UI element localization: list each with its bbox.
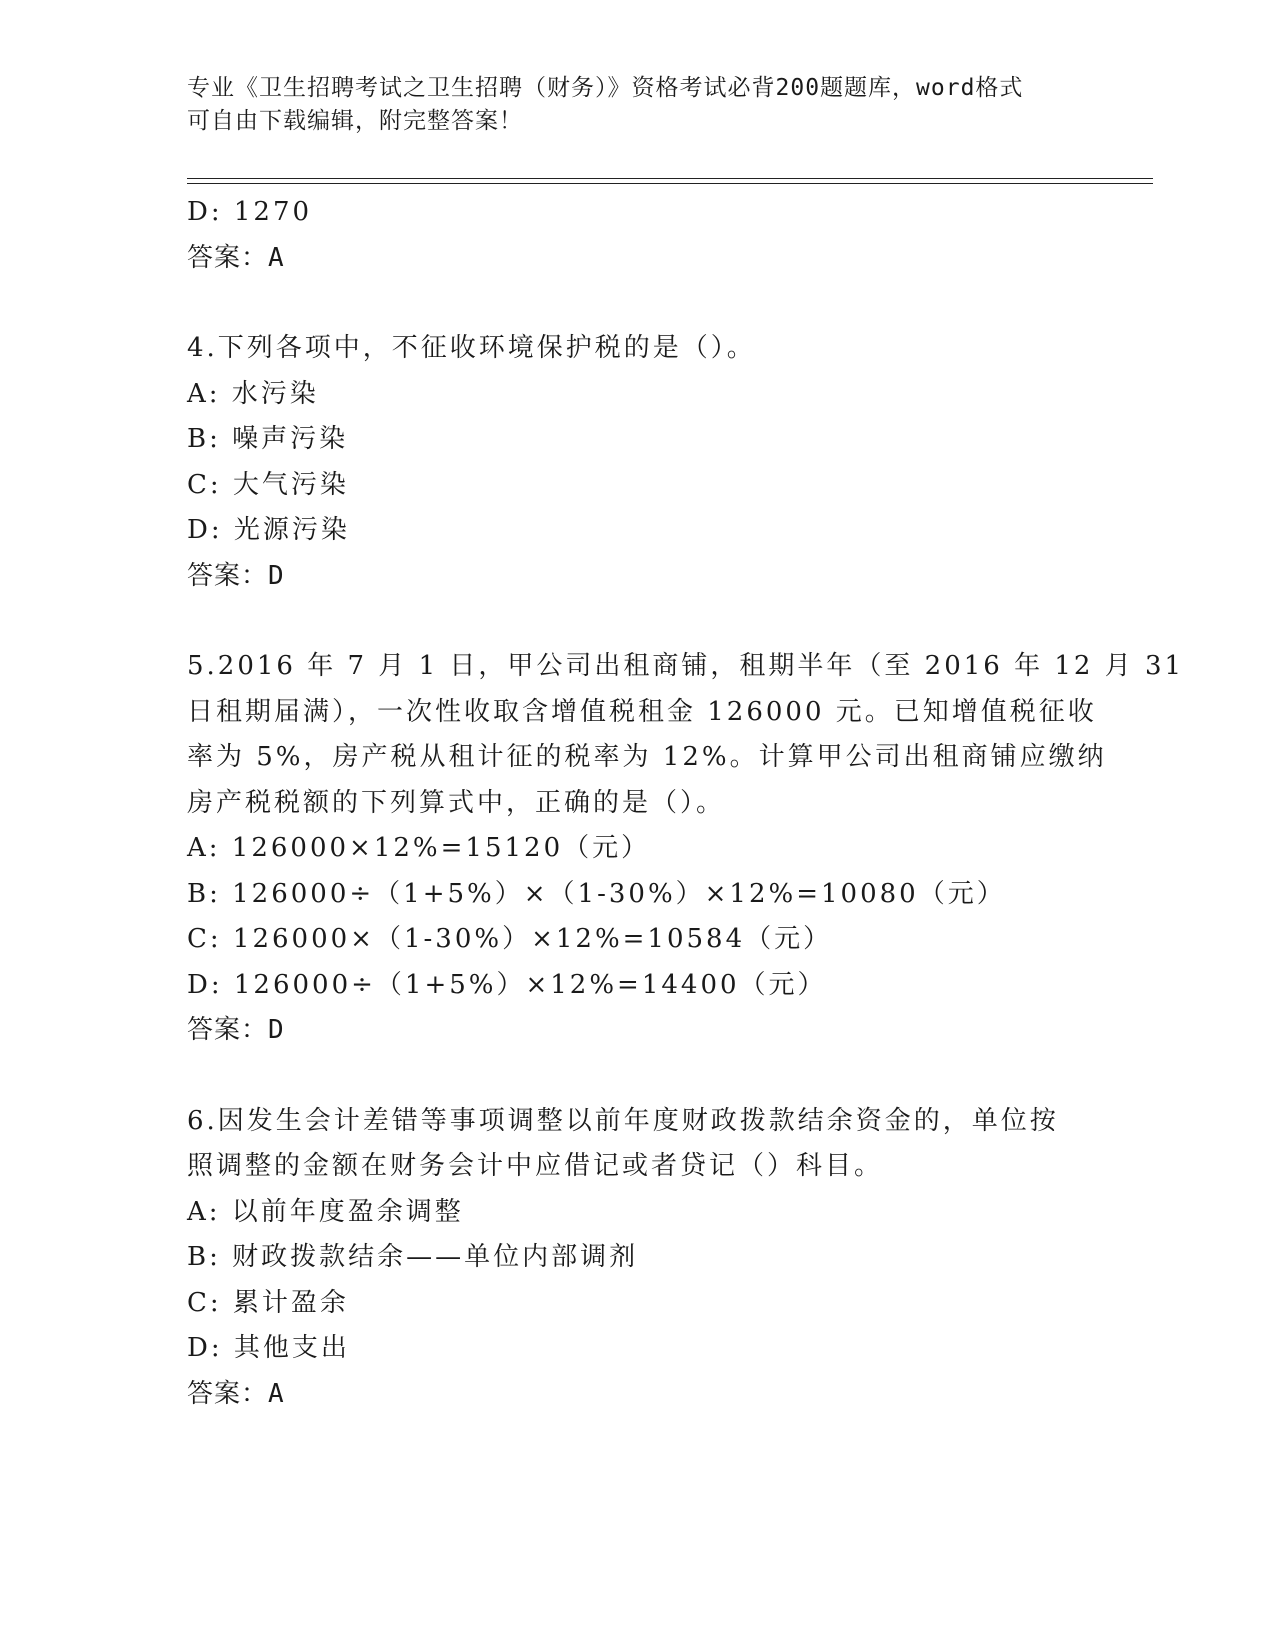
header-line-1: 专业《卫生招聘考试之卫生招聘（财务）》资格考试必背200题题库，word格式 <box>187 75 1024 101</box>
question-stem-line-4: 房产税税额的下列算式中，正确的是（）。 <box>187 787 726 818</box>
previous-question-tail <box>187 190 1067 281</box>
option-d: D: 光源污染 <box>187 515 350 545</box>
question-gap <box>187 1054 1067 1099</box>
header-divider-top <box>187 178 1153 179</box>
option-c: C: 累计盈余 <box>187 1287 349 1318</box>
question-stem-line-1: 6.因发生会计差错等事项调整以前年度财政拨款结余资金的，单位按 <box>187 1105 1059 1136</box>
answer-line: 答案：D <box>187 1015 285 1045</box>
answer-line: 答案：A <box>187 1378 285 1409</box>
option-a: A: 水污染 <box>187 378 319 409</box>
question-gap <box>187 599 1067 644</box>
question-stem: 4.下列各项中，不征收环境保护税的是（）。 <box>187 333 756 363</box>
question-6 <box>187 1099 1067 1418</box>
header-line-2: 可自由下载编辑，附完整答案！ <box>187 108 523 134</box>
answer-line: 答案：A <box>187 242 285 273</box>
option-d: D: 1270 <box>187 197 313 227</box>
option-a: A: 126000×12%=15120（元） <box>187 833 651 863</box>
option-a: A: 以前年度盈余调整 <box>187 1196 464 1227</box>
question-stem-line-1: 5.2016 年 7 月 1 日，甲公司出租商铺，租期半年（至 2016 年 12 月 31 <box>187 651 1185 681</box>
answer-line: 答案：D <box>187 560 285 591</box>
option-b: B: 126000÷（1+5%）×（1-30%）×12%=10080（元） <box>187 878 1006 909</box>
option-c: C: 126000×（1-30%）×12%=10584（元） <box>187 924 833 954</box>
option-b: B: 财政拨款结余——单位内部调剂 <box>187 1242 639 1272</box>
question-5 <box>187 644 1185 1054</box>
option-d: D: 126000÷（1+5%）×12%=14400（元） <box>187 969 827 1000</box>
option-b: B: 噪声污染 <box>187 424 349 454</box>
question-list <box>187 190 1185 1417</box>
question-stem-line-2: 日租期届满），一次性收取含增值税租金 126000 元。已知增值税征收 <box>187 696 1097 727</box>
question-gap <box>187 281 1067 326</box>
option-c: C: 大气污染 <box>187 469 349 500</box>
question-stem-line-3: 率为 5%，房产税从租计征的税率为 12%。计算甲公司出租商铺应缴纳 <box>187 742 1107 772</box>
option-d: D: 其他支出 <box>187 1333 350 1363</box>
header-divider-bottom <box>187 183 1153 184</box>
question-4 <box>187 326 1067 599</box>
document-header <box>187 72 1067 138</box>
question-stem-line-2: 照调整的金额在财务会计中应借记或者贷记（）科目。 <box>187 1151 884 1181</box>
